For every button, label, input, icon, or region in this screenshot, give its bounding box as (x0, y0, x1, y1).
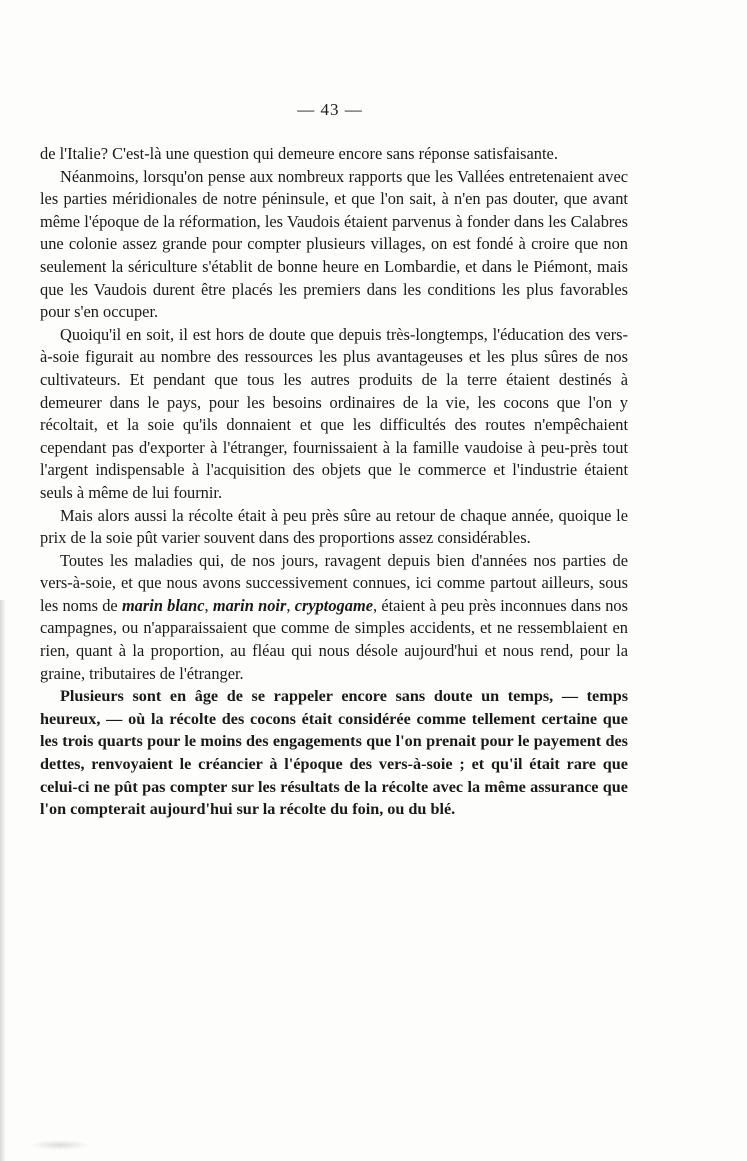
term-marin-blanc: marin blanc (121, 595, 205, 615)
term-marin-noir: marin noir (212, 595, 287, 615)
paragraph-plusieurs: Plusieurs sont en âge de se rappeler encore sans doute un temps, — temps heureux, — où la récolte des cocons était considérée comme tellement certaine que les trois quarts pour le moins des engagements que l'on prenait pour le payement des dettes, renvoyaient le créancier à l'époque des vers-à-soie ; et qu'il était rare que celui-ci ne pût pas compter sur les résultats de la récolte avec la même assurance que l'on compterait aujourd'hui sur la récolte du foin, ou du blé. (40, 687, 628, 819)
scan-smudge (30, 1140, 90, 1150)
scan-shadow-edge (0, 600, 6, 1161)
body-text (40, 143, 628, 821)
paragraph-neanmoins: Néanmoins, lorsqu'on pense aux nombreux rapports que les Vallées entretenaient avec les parties méridionales de notre péninsule, et que l'on sait, à n'en pas douter, que avant même l'époque de la réformation, les Vaudois étaient parvenus à fonder dans les Calabres une colonie assez grande pour compter plusieurs villages, on est fondé à croire que non seulement la sériculture s'établit de bonne heure en Lombardie, et dans le Piémont, mais que les Vaudois durent être placés les premiers dans les conditions les plus favorables pour s'en occuper. (40, 166, 628, 322)
term-separator: , (204, 595, 213, 615)
term-separator: , (286, 595, 295, 615)
paragraph-continuation: de l'Italie? C'est-là une question qui demeure encore sans réponse satisfaisante. (40, 144, 558, 163)
paragraph-mais-alors: Mais alors aussi la récolte était à peu près sûre au retour de chaque année, quoique le prix de la soie pût varier souvent dans des proportions assez considérables. (40, 505, 628, 548)
paragraph-quoiquil: Quoiqu'il en soit, il est hors de doute que depuis très-longtemps, l'éducation des vers-à-soie figurait au nombre des ressources les plus avantageuses et les plus sûres de nos cultivateurs. Et pendant que tous les autres produits de la terre étaient destinés à demeurer dans le pays, pour les besoins ordinaires de la vie, les cocons que l'on y récoltait, et la soie qu'ils donnaient et que les difficultés des routes n'empêchaient cependant pas d'exporter à l'étranger, fournissaient à la famille vaudoise à peu-près tout l'argent indispensable à l'acquisition des objets que le commerce et l'industrie étaient seuls à même de lui fournir. (40, 324, 628, 502)
page-number: — 43 — (297, 100, 363, 119)
term-cryptogame: cryptogame (294, 595, 373, 615)
paragraph-maladies (40, 550, 628, 686)
maladies-text-before: Toutes les maladies qui, de nos jours, ravagent depuis bien d'années nos parties de vers-à-soie, et que nous avons successivement connues, ici comme partout ailleurs, sous les noms de (40, 550, 628, 615)
maladies-text-after: , étaient à peu près inconnues dans nos campagnes, ou n'apparaissaient que comme de simples accidents, et ne ressemblaient en rien, quant à la proportion, au fléau qui nous désole aujourd'hui et nous rend, pour la graine, tributaires de l'étranger. (40, 595, 628, 683)
